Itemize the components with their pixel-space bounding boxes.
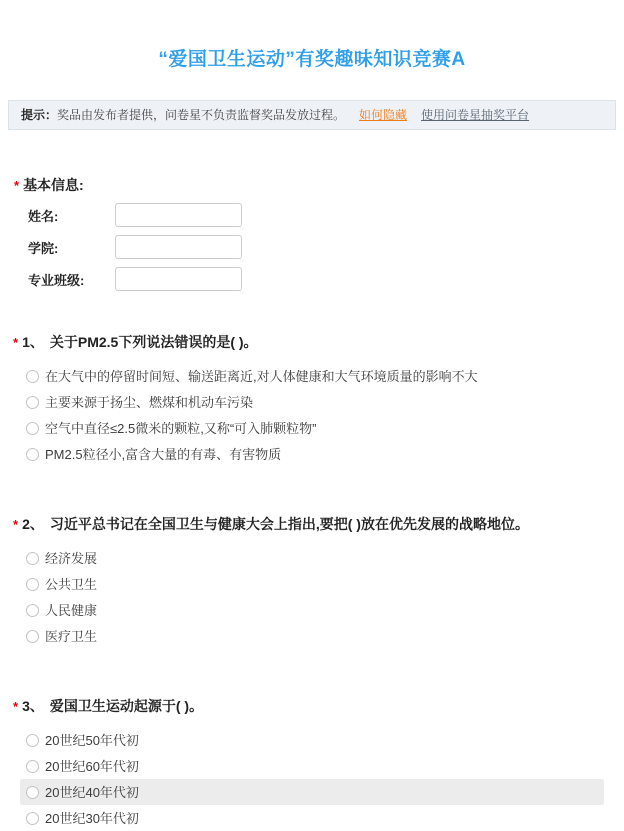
field-label: 姓名: [28, 208, 59, 224]
question-number: 1、 [22, 334, 44, 350]
option-list [20, 363, 604, 467]
option-label[interactable]: 在大气中的停留时间短、输送距离近,对人体健康和大气环境质量的影响不大 [45, 368, 478, 384]
college-input[interactable] [115, 235, 242, 259]
question-text: 习近平总书记在全国卫生与健康大会上指出,要把( )放在优先发展的战略地位。 [49, 516, 529, 532]
question-number: 2、 [22, 516, 44, 532]
question-list [0, 333, 624, 831]
form-field-row [28, 203, 610, 227]
question-text: 爱国卫生运动起源于( )。 [49, 698, 204, 714]
question-title [13, 697, 597, 716]
page-title: “爱国卫生运动”有奖趣味知识竞赛A [158, 49, 466, 70]
option-label[interactable]: 主要来源于扬尘、燃煤和机动车污染 [45, 394, 254, 410]
question-title [13, 515, 597, 534]
option-label[interactable]: PM2.5粒径小,富含大量的有毒、有害物质 [45, 446, 282, 462]
field-label: 专业班级: [28, 272, 85, 288]
basic-info-label: 基本信息: [23, 177, 84, 193]
option-label[interactable]: 公共卫生 [45, 576, 98, 592]
basic-info-title [14, 175, 610, 195]
class-input[interactable] [115, 267, 242, 291]
option-label[interactable]: 20世纪30年代初 [45, 810, 139, 826]
option-row[interactable] [20, 545, 604, 571]
option-row[interactable] [20, 753, 604, 779]
option-row[interactable] [20, 441, 604, 467]
name-input[interactable] [115, 203, 242, 227]
field-label: 学院: [28, 240, 59, 256]
notice-prefix: 提示： [21, 108, 58, 122]
radio-icon[interactable] [26, 812, 39, 825]
basic-info-section [14, 175, 610, 291]
option-row[interactable] [20, 597, 604, 623]
lottery-platform-link[interactable]: 使用问卷星抽奖平台 [421, 108, 530, 122]
radio-icon[interactable] [26, 734, 39, 747]
option-label[interactable]: 医疗卫生 [45, 628, 98, 644]
option-row[interactable] [20, 623, 604, 649]
survey-page [0, 44, 624, 829]
question-text: 关于PM2.5下列说法错误的是( )。 [49, 334, 258, 350]
option-row[interactable] [20, 415, 604, 441]
question-block [0, 697, 624, 831]
required-asterisk: * [13, 335, 19, 350]
option-label[interactable]: 20世纪40年代初 [45, 784, 139, 800]
radio-icon[interactable] [26, 552, 39, 565]
question-title [13, 333, 597, 352]
radio-icon[interactable] [26, 578, 39, 591]
required-asterisk: * [13, 699, 19, 714]
option-row[interactable] [20, 389, 604, 415]
option-row[interactable] [20, 571, 604, 597]
option-row[interactable] [20, 805, 604, 831]
radio-icon[interactable] [26, 448, 39, 461]
option-label[interactable]: 经济发展 [45, 550, 98, 566]
radio-icon[interactable] [26, 422, 39, 435]
option-row[interactable] [20, 363, 604, 389]
radio-icon[interactable] [26, 604, 39, 617]
required-asterisk: * [13, 517, 19, 532]
radio-icon[interactable] [26, 630, 39, 643]
basic-info-fields [14, 203, 610, 291]
option-label[interactable]: 空气中直径≤2.5微米的颗粒,又称“可入肺颗粒物” [45, 420, 317, 436]
required-asterisk: * [14, 178, 20, 193]
radio-icon[interactable] [26, 396, 39, 409]
option-label[interactable]: 20世纪50年代初 [45, 732, 139, 748]
option-list [20, 545, 604, 649]
radio-icon[interactable] [26, 760, 39, 773]
how-to-hide-link[interactable]: 如何隐藏 [359, 108, 408, 122]
notice-bar [8, 100, 616, 130]
form-field-row [28, 235, 610, 259]
question-block [0, 515, 624, 649]
notice-text: 奖品由发布者提供，问卷星不负责监督奖品发放过程。 [57, 108, 346, 122]
option-list [20, 727, 604, 831]
question-block [0, 333, 624, 467]
option-row[interactable] [20, 779, 604, 805]
option-label[interactable]: 人民健康 [45, 602, 98, 618]
option-label[interactable]: 20世纪60年代初 [45, 758, 139, 774]
radio-icon[interactable] [26, 786, 39, 799]
question-number: 3、 [22, 698, 44, 714]
form-field-row [28, 267, 610, 291]
radio-icon[interactable] [26, 370, 39, 383]
option-row[interactable] [20, 727, 604, 753]
